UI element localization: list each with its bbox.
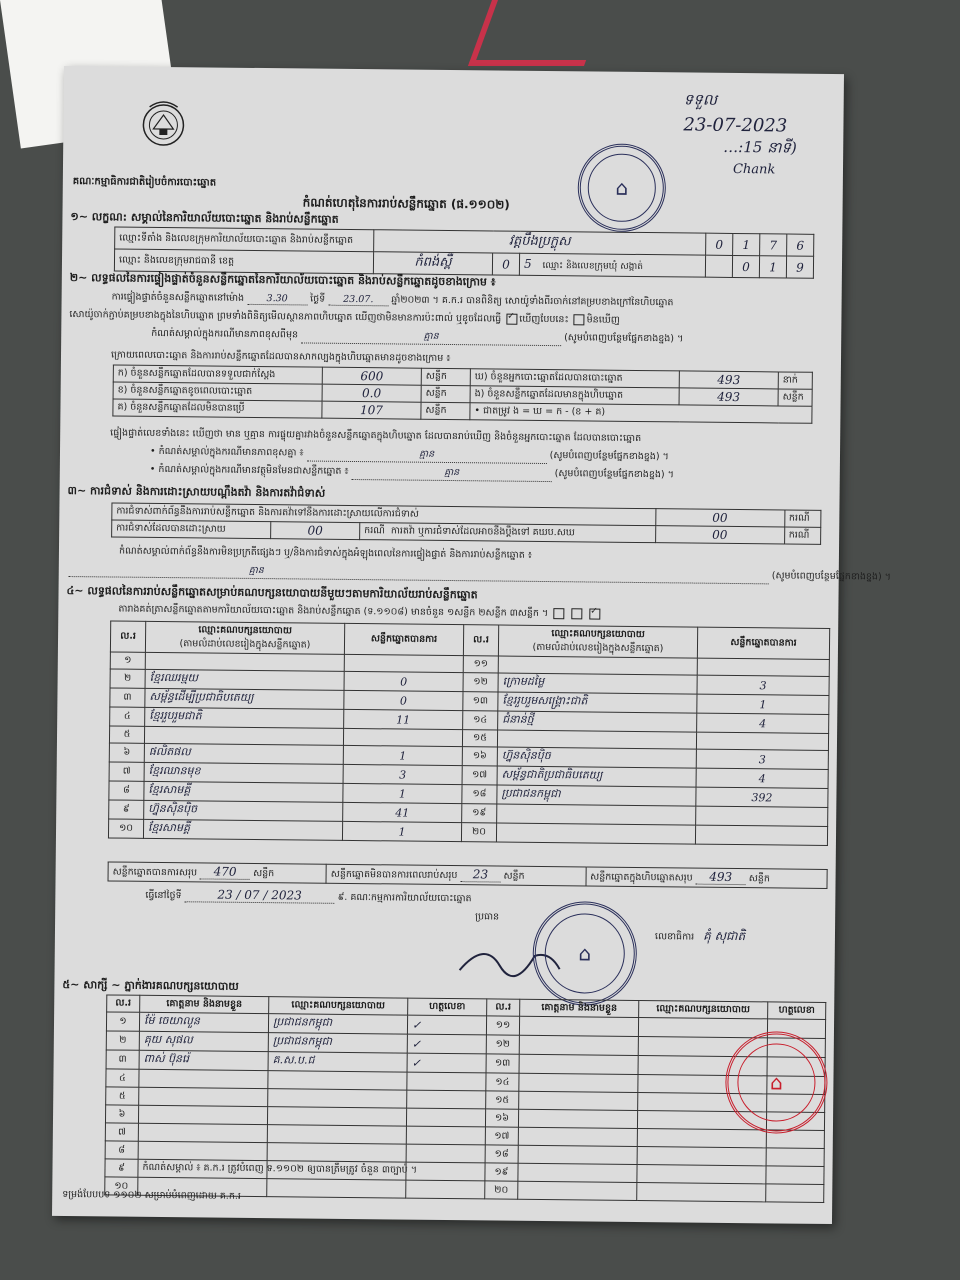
line3-value: គ្មាន bbox=[301, 328, 561, 346]
witness-signature bbox=[766, 1148, 824, 1167]
col-votes-left: សន្លឹកឆ្នោតបានការ bbox=[344, 623, 463, 655]
seal-yes-label: ឃើញបែបនេះ bbox=[519, 313, 569, 326]
row-number: ៧ bbox=[109, 762, 144, 781]
party-votes: 4 bbox=[697, 713, 829, 733]
section1-table bbox=[114, 226, 814, 278]
commune-label bbox=[519, 253, 705, 277]
row-number: ១៥ bbox=[462, 730, 497, 747]
col-votes-right: សន្លឹកឆ្នោតបានការ bbox=[697, 627, 829, 659]
polling-station-label: ឈ្មោះទីតាំង និងលេខក្រុមការិយាល័យបោះឆ្នោត និងរាប់សន្លឹកឆ្នោត bbox=[115, 227, 374, 252]
line3-label: កំណត់សម្គាល់ក្នុងករណីមានភាពខុសពីមុន bbox=[151, 327, 299, 341]
note2-suffix: (សូមបំពេញបន្ថែមផ្នែកខាងខ្នង) ។ bbox=[554, 468, 674, 481]
party-votes bbox=[344, 654, 463, 672]
witness-party bbox=[268, 1089, 407, 1108]
section4-title: ៤~ លទ្ធផលនៃការរាប់សន្លឹកឆ្នោតសម្រាប់គណបក្សនយោបាយនីមួយៗតាមការិយាល័យរាប់សន្លឹកឆ្នោត bbox=[66, 584, 478, 602]
row-number: ១៣ bbox=[486, 1054, 519, 1073]
resolved-unit: ករណី bbox=[364, 525, 385, 537]
col-party-left-sub: (តាមលំដាប់លេខរៀងក្នុងសន្លឹកឆ្នោត) bbox=[179, 638, 311, 651]
station-digit-3: 7 bbox=[760, 234, 787, 256]
row-number: ២ bbox=[110, 669, 145, 688]
unused-label: គ) ចំនួនសន្លឹកឆ្នោតដែលមិនបានប្រើ bbox=[113, 399, 322, 418]
row-number: ៣ bbox=[110, 688, 145, 707]
party-votes: 0 bbox=[344, 671, 463, 691]
witness-party bbox=[637, 1129, 766, 1148]
objection-value: 00 bbox=[655, 509, 784, 527]
province-value: កំពង់ស្ពឺ bbox=[373, 252, 492, 275]
witness-name: ម៉ែ ចេយាលួន bbox=[139, 1012, 268, 1032]
voters-unit: នាក់ bbox=[778, 372, 812, 389]
row-number: ៩ bbox=[109, 800, 144, 819]
witness-name bbox=[519, 1035, 638, 1055]
row-number: ១៨ bbox=[485, 1145, 518, 1163]
receipt-blue-stamp: ⌂ bbox=[577, 143, 666, 232]
made-at-value: 23 / 07 / 2023 bbox=[185, 887, 335, 904]
background-red-shape bbox=[468, 0, 608, 66]
section3-note-value: គ្មាន bbox=[69, 562, 769, 584]
section3-note-suffix: (សូមបំពេញបន្ថែមផ្នែកខាងខ្នង) ។ bbox=[771, 570, 892, 583]
witness-party bbox=[637, 1147, 766, 1166]
sheets-1-checkbox[interactable] bbox=[553, 608, 564, 619]
row-number: ១៦ bbox=[485, 1109, 518, 1127]
receipt-time: …:15 នាទី) bbox=[723, 137, 797, 157]
spoiled-value: 0.0 bbox=[322, 384, 421, 402]
party-votes: 1 bbox=[343, 783, 462, 803]
row-number: ១៧ bbox=[485, 1127, 518, 1145]
party-votes: 41 bbox=[343, 802, 462, 822]
w-col-name-left: គោត្តនាម និងនាមខ្លួន bbox=[140, 995, 269, 1013]
secretary-name: គុំ សុជាតិ bbox=[703, 928, 746, 944]
committee-blue-stamp: ⌂ bbox=[532, 901, 637, 1006]
total-invalid-value: 23 bbox=[460, 867, 500, 882]
col-no-left: ល.រ bbox=[110, 621, 145, 652]
province-digit-2: 5 bbox=[523, 256, 532, 271]
party-votes: 392 bbox=[696, 787, 828, 807]
party-votes: 1 bbox=[697, 694, 829, 714]
check-day: 23.07. bbox=[328, 294, 388, 307]
witness-signature bbox=[406, 1144, 485, 1163]
witness-signature bbox=[406, 1108, 485, 1127]
received-value: 600 bbox=[322, 367, 421, 385]
unused-value: 107 bbox=[322, 401, 421, 419]
witness-party bbox=[267, 1125, 406, 1144]
section3-note-line bbox=[69, 562, 892, 585]
w-col-sign-right: ហត្ថលេខា bbox=[768, 1002, 826, 1020]
w-col-no-left: ល.រ bbox=[107, 995, 140, 1012]
row-number: ១១ bbox=[463, 656, 498, 673]
witness-signature bbox=[407, 1090, 486, 1109]
seal-no-checkbox[interactable] bbox=[574, 314, 585, 325]
party-name bbox=[144, 726, 343, 745]
row-number: ១៦ bbox=[462, 747, 497, 766]
sheets-2-checkbox[interactable] bbox=[571, 608, 582, 619]
row-number: ៧ bbox=[105, 1123, 138, 1141]
witness-signature: ✓ bbox=[407, 1034, 486, 1054]
party-name: ខ្មែរឈរម្មយ bbox=[145, 669, 344, 690]
total-valid-unit: សន្លឹក bbox=[253, 867, 275, 880]
resolved-value: 00 bbox=[271, 522, 360, 540]
witness-name bbox=[519, 1054, 638, 1074]
sheets-3-checkbox[interactable] bbox=[589, 608, 600, 619]
witness-name bbox=[138, 1105, 267, 1124]
row-number: ១៩ bbox=[485, 1163, 518, 1181]
witness-name: គុយ សុផល bbox=[139, 1031, 268, 1051]
witness-name bbox=[518, 1127, 637, 1146]
section1-title: ១~ លក្ខណ: សម្គាល់នៃការិយាល័យបោះឆ្នោត និងរាប់សន្លឹកឆ្នោត bbox=[70, 210, 339, 226]
row-number: ១៤ bbox=[486, 1073, 519, 1091]
row-number: ១៤ bbox=[463, 711, 498, 730]
in-box-label: ង) ចំនួនសន្លឹកឆ្នោតដែលមានក្នុងហិបឆ្នោត bbox=[470, 386, 679, 405]
receipt-label: ទទួល bbox=[683, 90, 718, 109]
form-note: ទម្រង់បែបបទ ១១០២ សម្រាប់បំពេញដោយ គ.ក.រ bbox=[62, 1188, 241, 1202]
polling-station-value: វត្តបឹងប្រក្លុស bbox=[374, 230, 706, 255]
receipt-date: 23-07-2023 bbox=[683, 114, 788, 137]
w-col-no-right: ល.រ bbox=[487, 999, 520, 1016]
objection-label: ការជំទាស់ពាក់ព័ន្ធនឹងការរាប់សន្លឹកឆ្នោត និងការតវ៉ាទៅនឹងការដោះស្រាយលើការជំទាស់ bbox=[112, 503, 656, 526]
party-name bbox=[496, 823, 695, 844]
row-number: ១២ bbox=[486, 1035, 519, 1054]
row-number: ២ bbox=[106, 1031, 139, 1050]
station-digit-2: 1 bbox=[733, 233, 760, 255]
voters-value: 493 bbox=[679, 371, 778, 389]
party-votes: 4 bbox=[696, 768, 828, 788]
witness-name bbox=[139, 1087, 268, 1106]
row-number: ៩ bbox=[105, 1159, 138, 1177]
line3-note: (សូមបំពេញបន្ថែមផ្នែកខាងខ្នង) ។ bbox=[564, 332, 684, 345]
total-valid-cell bbox=[108, 862, 326, 883]
row-number: ៣ bbox=[106, 1050, 139, 1069]
committee-label: ៩. គណៈកម្មការការិយាល័យបោះឆ្នោត bbox=[337, 891, 472, 905]
spoiled-unit: សន្លឹក bbox=[421, 385, 470, 403]
received-label: ក) ចំនួនសន្លឹកឆ្នោតដែលបានទទួលជាក់ស្តែង bbox=[113, 365, 322, 384]
row-number: ១៩ bbox=[462, 804, 497, 823]
receipt-signature: Chank bbox=[732, 161, 776, 178]
chairman-label: ប្រធាន bbox=[475, 911, 500, 923]
check-line-text: ផ្ទៀងផ្ទាត់លេខទាំងនេះ ឃើញថា មាន ឬគ្មាន ការផ្ទុយគ្នារវាងចំនួនសន្លឹកឆ្នោតក្នុងហិបឆ្នោត ដែលបានរាប់ឃើញ និងចំនួនអ្នកបោះឆ្នោត ដែលបានបោះឆ្នោត bbox=[110, 427, 642, 445]
witness-name bbox=[519, 1016, 638, 1036]
section2-line3 bbox=[151, 327, 833, 349]
total-invalid-unit: សន្លឹក bbox=[503, 870, 525, 882]
total-box-label: សន្លឹកឆ្នោតក្នុងហិបឆ្នោតសរុប bbox=[590, 871, 693, 884]
in-box-unit: សន្លឹក bbox=[778, 389, 812, 406]
party-name bbox=[497, 730, 696, 749]
party-votes: 0 bbox=[344, 690, 463, 710]
province-digit-1: 0 bbox=[492, 253, 519, 275]
commune-digit-1: 0 bbox=[732, 255, 759, 277]
org-name: គណៈកម្មាធិការជាតិរៀបចំការបោះឆ្នោត bbox=[72, 176, 217, 189]
note1-label: • កំណត់សម្គាល់ក្នុងករណីមានភាពខុសគ្នា ៖ bbox=[149, 445, 304, 459]
party-votes bbox=[696, 732, 828, 750]
party-name: ប្រជាជនកម្ពុជា bbox=[497, 785, 696, 806]
section3-note: កំណត់សម្គាល់ពាក់ព័ន្ធនឹងការមិនប្រក្រតីផ្សេងៗ ឬ/និងការជំទាស់ក្នុងអំឡុងពេលនៃការផ្ទៀងផ្ទាត់ និងការរាប់សន្លឹកឆ្នោត ៖ bbox=[118, 545, 533, 561]
witness-name bbox=[519, 1073, 638, 1092]
formula-label: • ជាតម្រូវ ង = ឃ = ក - (ខ + គ) bbox=[470, 403, 812, 424]
row-number: ១៣ bbox=[463, 692, 498, 711]
row-number: ១ bbox=[110, 652, 145, 669]
note1-value: គ្មាន bbox=[307, 447, 547, 465]
party-votes: 11 bbox=[344, 709, 463, 729]
commune-digit-3: 9 bbox=[786, 256, 813, 278]
witness-signature bbox=[407, 1072, 486, 1091]
row-number: ១០ bbox=[105, 1177, 138, 1195]
voters-label: ឃ) ចំនួនអ្នកបោះឆ្នោតដែលបានបោះឆ្នោត bbox=[470, 369, 679, 388]
party-name bbox=[498, 656, 697, 675]
row-number: ១២ bbox=[463, 673, 498, 692]
resolved-label: ការជំទាស់ដែលបានដោះស្រាយ bbox=[112, 520, 271, 539]
party-name: ហ្វ៊ុនស៊ិនប៉ិច bbox=[497, 747, 696, 768]
row-number: ១១ bbox=[486, 1016, 519, 1035]
col-party-left bbox=[145, 621, 344, 654]
party-name: សម្ព័ន្ធដើម្បីប្រជាធិបតេយ្យ bbox=[145, 688, 344, 709]
secretary-line bbox=[655, 927, 827, 947]
party-name: សម្ព័ន្ធជាតិប្រជាធិបតេយ្យ bbox=[497, 766, 696, 787]
witness-name bbox=[139, 1069, 268, 1088]
party-votes: 3 bbox=[343, 764, 462, 784]
check-time: 3.30 bbox=[247, 293, 307, 306]
objection-table bbox=[111, 502, 821, 544]
row-number: ៥ bbox=[109, 726, 144, 743]
witness-party: ប្រជាជនកម្ពុជា bbox=[268, 1033, 407, 1053]
line1-text-a: ការផ្ទៀងផ្ទាត់ចំនួនសន្លឹកឆ្នោតនៅម៉ោង bbox=[111, 291, 245, 304]
witness-name: ពាស់ ប៊ុនរ៉េ bbox=[139, 1050, 268, 1070]
red-official-stamp: ⌂ bbox=[725, 1031, 828, 1134]
row-number: ៤ bbox=[110, 707, 145, 726]
note2-line bbox=[150, 463, 832, 485]
seal-no-label: មិនឃើញ bbox=[586, 314, 620, 326]
party-name: ខ្មែររួបរួមសង្គ្រោះជាតិ bbox=[498, 692, 697, 713]
station-digit-4: 6 bbox=[787, 234, 814, 256]
totals-table bbox=[108, 861, 828, 889]
appeal-label bbox=[360, 523, 656, 543]
row-number: ៨ bbox=[105, 1141, 138, 1159]
secretary-label: លេខាធិការ bbox=[654, 931, 695, 943]
witness-name bbox=[519, 1091, 638, 1110]
witness-name bbox=[138, 1123, 267, 1142]
form-title: កំណត់ហេតុនៃការរាប់សន្លឹកឆ្នោត (ផ.១១០២) bbox=[302, 195, 510, 212]
party-votes: 3 bbox=[696, 749, 828, 769]
nec-emblem-icon bbox=[133, 95, 194, 156]
in-box-value: 493 bbox=[679, 388, 778, 406]
row-number: ៦ bbox=[105, 1105, 138, 1123]
col-party-right-sub: (តាមលំដាប់លេខរៀងក្នុងសន្លឹកឆ្នោត) bbox=[532, 641, 664, 655]
appeal-unit: ករណី bbox=[784, 527, 821, 544]
line1-text-b: ថ្ងៃទី bbox=[310, 293, 326, 305]
commune-label-text: ឈ្មោះ និងលេខក្រុមឃុំ សង្កាត់ bbox=[542, 260, 644, 272]
party-results-table bbox=[108, 620, 830, 846]
objection-unit: ករណី bbox=[784, 510, 821, 527]
w-col-sign-left: ហត្ថលេខា bbox=[408, 998, 487, 1016]
appeal-label-text: ការតវ៉ា ឬការជំទាស់ដែលអាចនឹងប្តឹងទៅ គឃប.សឃ bbox=[390, 525, 575, 539]
station-digit-1: 0 bbox=[706, 233, 733, 255]
row-number: ៤ bbox=[106, 1069, 139, 1087]
witness-signature: ✓ bbox=[407, 1053, 486, 1073]
witness-name bbox=[518, 1109, 637, 1128]
total-box-unit: សន្លឹក bbox=[748, 873, 770, 885]
total-box-value: 493 bbox=[696, 870, 746, 886]
row-number: ១៧ bbox=[462, 766, 497, 785]
witness-party bbox=[267, 1143, 406, 1162]
witness-name bbox=[518, 1145, 637, 1164]
line1-text-c: ឆ្នាំ២០២៣ ។ គ.ក.រ បានពិនិត្យ សោយ៉ូទាំងពីរចាក់នៅគម្របខាងក្រៅនៃហិបឆ្នោត bbox=[391, 294, 674, 309]
received-unit: សន្លឹក bbox=[421, 368, 470, 386]
row-number: ១០ bbox=[108, 819, 143, 838]
seal-yes-checkbox[interactable] bbox=[506, 314, 517, 325]
total-invalid-label: សន្លឹកឆ្នោតមិនបានការពេលរាប់សរុប bbox=[330, 868, 458, 882]
note2-value: គ្មាន bbox=[352, 465, 552, 482]
witness-party bbox=[267, 1107, 406, 1126]
row-number: ៨ bbox=[109, 781, 144, 800]
witness-signature bbox=[406, 1126, 485, 1145]
total-valid-value: 470 bbox=[200, 864, 250, 880]
section3-title: ៣~ ការជំទាស់ និងការដោះស្រាយបណ្តឹងតវ៉ា និងការតវ៉ាជំទាស់ bbox=[67, 484, 326, 500]
form-sheet bbox=[52, 66, 892, 1224]
party-votes bbox=[697, 658, 829, 676]
note1-suffix: (សូមបំពេញបន្ថែមផ្នែកខាងខ្នង) ។ bbox=[549, 450, 669, 463]
party-votes: 1 bbox=[342, 821, 461, 841]
col-party-right bbox=[498, 625, 697, 658]
party-name: ខ្មែរសាមគ្គី bbox=[143, 819, 342, 840]
party-votes: 1 bbox=[343, 745, 462, 765]
col-party-left-title: ឈ្មោះគណបក្សនយោបាយ bbox=[198, 624, 292, 637]
party-name bbox=[497, 804, 696, 825]
total-box-cell bbox=[586, 867, 828, 889]
party-name: ក្រោមដម្លៃ bbox=[498, 673, 697, 694]
col-no-right: ល.រ bbox=[463, 625, 498, 656]
w-col-name-right: គោត្តនាម និងនាមខ្លួន bbox=[520, 999, 639, 1017]
witness-signature: ✓ bbox=[407, 1015, 486, 1035]
row-number: ១៥ bbox=[486, 1091, 519, 1109]
witness-party: ប្រជាជនកម្ពុជា bbox=[268, 1014, 407, 1034]
party-name: ខ្មែរសាមគ្គី bbox=[144, 781, 343, 802]
line2-text: សោយ៉ូចាក់ភ្ជាប់គម្របខាងក្នុងនៃហិបឆ្នោត ព្រមទាំងពិនិត្យមើលស្ថានភាពហិបឆ្នោត ឃើញថាមិនមានការប៉ះពាល់ ឬខូចដែលធ្វើ bbox=[69, 309, 502, 325]
row-number: ៦ bbox=[109, 743, 144, 762]
party-name: ជំនាន់ថ្មី bbox=[498, 711, 697, 732]
note2-label: • កំណត់សម្គាល់ក្នុងករណីមានវត្ថុមិនមែនជាសន្លឹកឆ្នោត ៖ bbox=[149, 463, 349, 477]
made-at-line bbox=[145, 887, 827, 910]
appeal-value: 00 bbox=[655, 526, 784, 544]
section4-subtitle-text: តារាងគត់ត្រាសន្លឹកឆ្នោតតាមការិយាល័យបោះឆ្នោត និងរាប់សន្លឹកឆ្នោត (ទ.១១០៨) មានចំនួន ១សន្លឹក ២សន្លឹក ៣សន្លឹក ។ bbox=[118, 603, 549, 620]
row-number: ១ bbox=[106, 1012, 139, 1031]
witness-party bbox=[268, 1071, 407, 1090]
section2-intro: ក្រោយពេលបោះឆ្នោត និងការរាប់សន្លឹកឆ្នោតដែលបានសាកល្បងក្នុងហិបឆ្នោតមានដូចខាងក្រោម ៖ bbox=[110, 349, 451, 365]
party-name bbox=[145, 652, 344, 671]
commune-digit-2: 1 bbox=[759, 256, 786, 278]
party-name: ផលិតផល bbox=[144, 743, 343, 764]
w-col-party-right: ឈ្មោះគណបក្សនយោបាយ bbox=[639, 1001, 768, 1019]
w-col-party-left: ឈ្មោះគណបក្សនយោបាយ bbox=[269, 997, 408, 1015]
total-valid-label: សន្លឹកឆ្នោតបានការសរុប bbox=[112, 866, 198, 879]
party-votes: 3 bbox=[697, 675, 829, 695]
witness-party bbox=[638, 1018, 767, 1038]
row-number: ១៨ bbox=[462, 785, 497, 804]
spoiled-label: ខ) ចំនួនសន្លឹកឆ្នោតខូចពេលបោះឆ្នោត bbox=[113, 382, 322, 401]
total-invalid-cell bbox=[326, 864, 586, 886]
party-name: ហ្វ៊ុនស៊ិនប៉ិច bbox=[144, 800, 343, 821]
row-number: ២០ bbox=[461, 823, 496, 842]
row-number: ៥ bbox=[106, 1087, 139, 1105]
made-at-label: ធ្វើនៅថ្ងៃទី bbox=[145, 889, 182, 902]
party-name: ខ្មែរឈានមុខ bbox=[144, 762, 343, 783]
witness-name bbox=[138, 1141, 267, 1160]
col-party-right-title: ឈ្មោះគណបក្សនយោបាយ bbox=[551, 628, 645, 641]
witness-party: គ.ស.ប.ជ bbox=[268, 1052, 407, 1072]
section5-title: ៥~ សាក្សី ~ ភ្នាក់ងារគណបក្សនយោបាយ bbox=[62, 977, 239, 993]
unused-unit: សន្លឹក bbox=[421, 402, 470, 420]
party-name: ខ្មែររួបរួមជាតិ bbox=[145, 707, 344, 728]
party-votes bbox=[343, 728, 462, 746]
party-votes bbox=[695, 825, 827, 845]
party-votes bbox=[696, 806, 828, 826]
row-number: ២០ bbox=[485, 1181, 518, 1199]
section2-title: ២~ លទ្ធផលនៃការផ្ទៀងផ្ទាត់ចំនួនសន្លឹកឆ្នោតនៃការិយាល័យបោះឆ្នោត និងរាប់សន្លឹកឆ្នោតដូចខាងក្រោម ៖ bbox=[69, 271, 496, 289]
ballot-count-table bbox=[112, 364, 813, 423]
province-label: ឈ្មោះ និងលេខក្រុមរាជធានី ខេត្ត bbox=[114, 249, 373, 274]
footnote: កំណត់សម្គាល់ ៖ គ.ក.រ ត្រូវបំពេញ ទ.១១០២ ឲ្យបានត្រឹមត្រូវ ចំនួន ៣ច្បាប់ ។ bbox=[142, 1161, 418, 1176]
